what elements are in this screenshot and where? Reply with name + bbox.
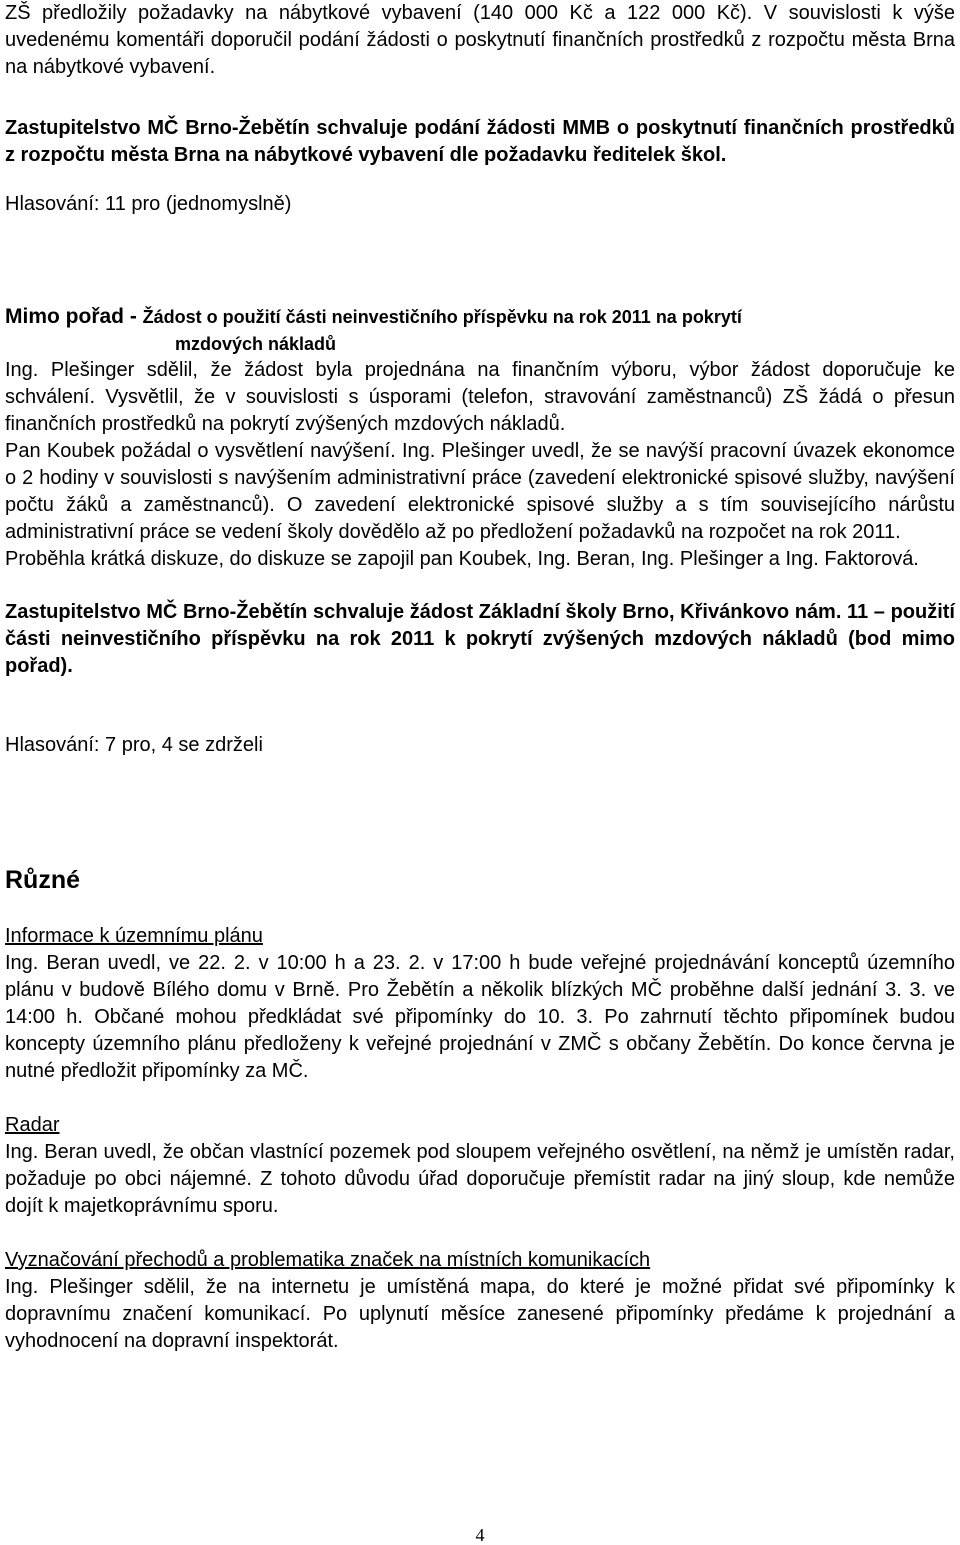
agenda-item-lead: Mimo pořad -	[5, 305, 143, 328]
agenda-item-heading	[5, 303, 955, 331]
mimo-paragraph-1: Ing. Plešinger sdělil, že žádost byla projednána na finančním výboru, výbor žádost doporučuje ke schválení. Vysvětlil, že v souvislosti s úsporami (telefon, stravování zaměstnanců) ZŠ žádá o přesun finančních prostředků na pokrytí zvýšených mzdových nákladů.	[5, 359, 955, 435]
agenda-item-title-line1: Žádost o použití části neinvestičního příspěvku na rok 2011 na pokrytí	[142, 307, 742, 327]
page-number: 4	[475, 1525, 485, 1545]
subsection-heading-prechody: Vyznačování přechodů a problematika značek na místních komunikacích	[5, 1249, 651, 1271]
subsection-heading-radar: Radar	[5, 1114, 60, 1136]
subsection-text-radar: Ing. Beran uvedl, že občan vlastnící pozemek pod sloupem veřejného osvětlení, na němž je umístěn radar, požaduje po obci nájemné. Z tohoto důvodu úřad doporučuje přemístit radar na jiný sloup, kde nemůže dojít k majetkoprávnímu sporu.	[5, 1141, 955, 1217]
vote-result-1: Hlasování: 11 pro (jednomyslně)	[5, 193, 292, 215]
mimo-paragraph-2: Pan Koubek požádal o vysvětlení navýšení. Ing. Plešinger uvedl, že se navýší pracovní úvazek ekonomce o 2 hodiny v souvislosti s navýšením administrativní práce (zavedení elektronické spisové služby, navýšení počtu žáků a zaměstnanců). O zavedení elektronické spisové služby a s tím souvisejícího nárůstu administrativní práce se vedení školy dovědělo až po předložení požadavků na rozpočet na rok 2011.	[5, 440, 955, 543]
resolution-wages: Zastupitelstvo MČ Brno-Žebětín schvaluje žádost Základní školy Brno, Křivánkovo nám. 11 – použití části neinvestičního příspěvku na rok 2011 k pokrytí zvýšených mzdových nákladů (bod mimo pořad).	[5, 601, 955, 677]
agenda-item-title-line2: mzdových nákladů	[175, 334, 337, 354]
subsection-heading-uzemni-plan: Informace k územnímu plánu	[5, 925, 263, 947]
vote-result-2: Hlasování: 7 pro, 4 se zdrželi	[5, 734, 263, 756]
subsection-text-prechody: Ing. Plešinger sdělil, že na internetu je umístěná mapa, do které je možné přidat své připomínky k dopravnímu značení komunikací. Po uplynutí měsíce zanesené připomínky předáme k projednání a vyhodnocení na dopravní inspektorát.	[5, 1276, 955, 1352]
intro-paragraph: ZŠ předložily požadavky na nábytkové vybavení (140 000 Kč a 122 000 Kč). V souvislosti k výše uvedenému komentáři doporučil podání žádosti o poskytnutí finančních prostředků z rozpočtu města Brna na nábytkové vybavení.	[5, 2, 955, 78]
mimo-paragraph-3: Proběhla krátká diskuze, do diskuze se zapojil pan Koubek, Ing. Beran, Ing. Plešinger a Ing. Faktorová.	[5, 548, 919, 570]
subsection-text-uzemni-plan: Ing. Beran uvedl, ve 22. 2. v 10:00 h a 23. 2. v 17:00 h bude veřejné projednávání konceptů územního plánu v budově Bílého domu v Brně. Pro Žebětín a několik blízkých MČ proběhne další jednání 3. 3. ve 14:00 h. Občané mohou předkládat své připomínky do 10. 3. Po zahrnutí těchto připomínek budou koncepty územního plánu předloženy k veřejné projednání v ZMČ s občany Žebětín. Do konce června je nutné předložit připomínky za MČ.	[5, 952, 955, 1082]
section-title-ruzne: Různé	[5, 866, 80, 894]
resolution-furniture: Zastupitelstvo MČ Brno-Žebětín schvaluje podání žádosti MMB o poskytnutí finančních prostředků z rozpočtu města Brna na nábytkové vybavení dle požadavku ředitelek škol.	[5, 117, 955, 166]
